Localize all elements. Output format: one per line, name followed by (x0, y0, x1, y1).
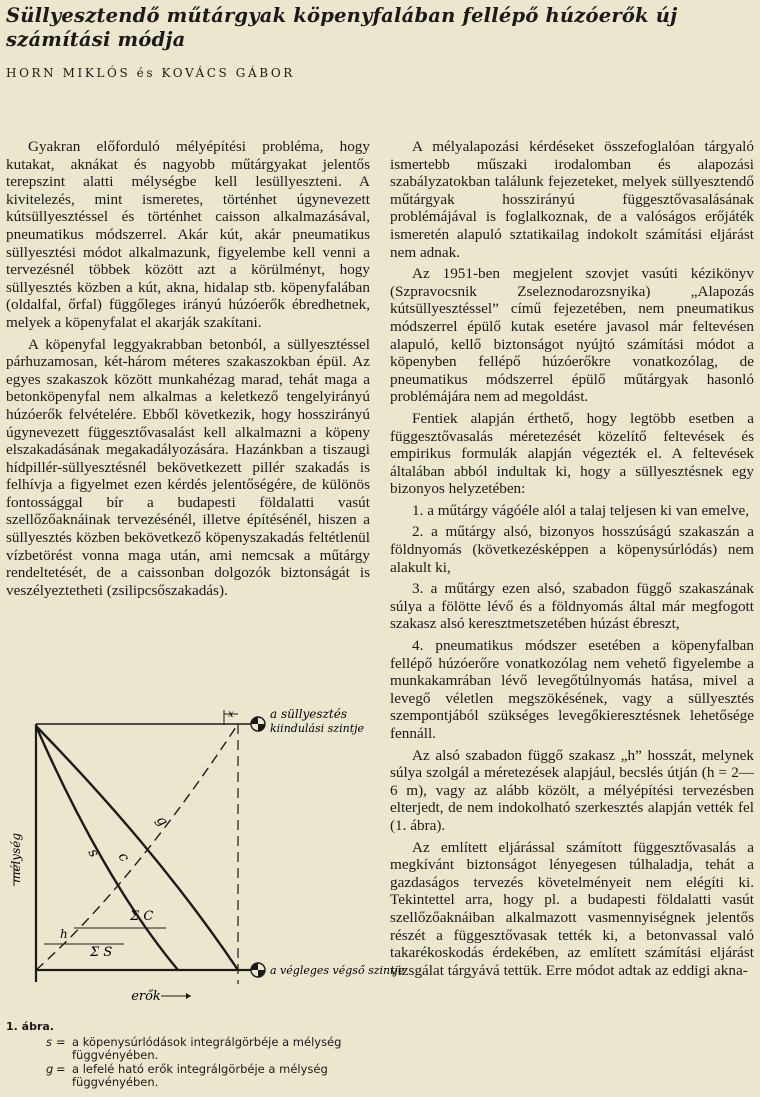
article-title: Süllyesztendő műtárgyak köpenyfalában fellépő húzóerők új számítási módja (6, 4, 678, 51)
legend-text: a lefelé ható erők integrálgörbéje a mélység függvényében. (72, 1061, 328, 1089)
right-column (390, 138, 754, 983)
top-level-label: a süllyesztés (270, 707, 347, 721)
x-arrow-head (186, 993, 191, 999)
left-column (6, 138, 370, 603)
figure-label: 1. ábra. (6, 1020, 54, 1033)
figure-1 (6, 707, 405, 1020)
paragraph: Gyakran előforduló mélyépítési probléma, hogy kutakat, aknákat és nagyobb műtárgyakat jelentős terepszint alatti mélységbe kell lesüllyeszteni. A kivitelezés, mint ismeretes, történhet úgynevezett kútsüllyesztéssel és történhet caisson alkalmazásával, pneumatikus módszerrel. Akár kút, akár pneumatikus süllyesztési módot alkalmazunk, figyelembe kell venni a tervezésnél többek között azt a körülményt, hogy süllyesztés közben a kút, akna, hidalap stb. köpenyfalában (oldalfal, őrfal) függőleges irányú húzóerők ébredhetnek, melyek a köpenyfalat el akarják szakítani. (6, 138, 370, 331)
list-item: 2. a műtárgy alsó, bizonyos hosszúságú szakaszán a földnyomás (következésképpen a köpenysúrlódás) nem alakult ki, (390, 523, 754, 576)
paragraph: Fentiek alapján érthető, hogy legtöbb esetben a függesztővasalás méretezését közelítő feltevések és empirikus formulák alapján végezték el. A feltevések általában abból indultak ki, hogy a süllyesztésnek egy bizonyos helyzetében: (390, 409, 754, 498)
x-axis-label: erők (131, 989, 161, 1004)
paragraph: Az alsó szabadon függő szakasz „h” hosszát, melynek súlya szolgál a méretezések alapjául, becslés útján (h = 2—6 m), vagy az alább közölt, a mélyépítési tervezésben elterjedt, de nem indokolható szerkesztés alapján vették fel (1. ábra). (390, 746, 754, 834)
legend-text: a köpenysúrlódások integrálgörbéje a mélység függvényében. (72, 1034, 342, 1062)
bottom-level-label: a végleges végső szintje (270, 964, 405, 977)
figure-diagram (6, 707, 405, 1020)
article-authors: HORN MIKLÓS és KOVÁCS GÁBOR (6, 66, 295, 80)
list-item: 3. a műtárgy ezen alsó, szabadon függő szakaszának súlya a fölötte lévő és a földnyomás által már megfogott szakasz alsó keresztmetszetében húzást ébreszt, (390, 580, 754, 633)
paragraph: A mélyalapozási kérdéseket összefoglalóan tárgyaló ismertebb műszaki irodalomban és alapozási szabályzatokban találunk fejezeteket, melyek süllyesztendő műtárgyak hosszirányú függesztővasalásának problémájával is foglalkoznak, de a valóságos erőjáték ismeretén alapuló sztatikailag indokolt számítási eljárást nem adnak. (390, 138, 754, 261)
sum-c-label: Σ C (130, 909, 154, 924)
curve-c-label: c (114, 849, 133, 865)
paragraph: Az említett eljárással számított függesztővasalás a megkívánt biztonságot lényegesen túlhaladja, tehát a gazdaságos tervezés követelményeit nem elégíti ki. Tekintettel arra, hogy pl. a budapesti földalatti vasút szellőzőaknáiban alkalmazott vasmennyiségnek jelentős részét a függesztővasak tették ki, a betonvassal való takarékoskodás érdekében, az említett számítási eljárást vizsgálat tárgyává tettük. Erre módot adtak az eddigi akna- (390, 838, 754, 979)
curve-g-label: g (152, 812, 171, 830)
curve-s-label: s (84, 846, 102, 861)
dimension-h-label: h (60, 927, 68, 941)
legend-symbol: g (46, 1061, 54, 1076)
y-axis-label: mélység (9, 832, 23, 884)
legend-entry (6, 1063, 376, 1090)
dimension-x-label: x (228, 709, 234, 720)
sum-s-label: Σ S (90, 945, 113, 960)
paragraph: A köpenyfal leggyakrabban betonból, a süllyesztéssel párhuzamosan, két-három méteres szakaszokban épül. Az egyes szakaszok között munkahézag marad, tehát maga a betonköpenyfal nem alkalmas a keletkező tengelyirányú húzóerők felvételére. Ebből következik, hogy hosszirányú úgynevezett függesztővasalást kell alkalmazni a köpeny elszakadásának megakadályozására. Hazánkban a tiszaugi hídpillér-süllyesztésnél bekövetkezett pillér szakadás is felhívja a figyelmet ezen kérdés jelentőségére, de különös fontossággal bír a budapesti földalatti vasút szellőzőaknáinak tervezésénél, illetve építésénél, hiszen a süllyesztés közben bekövetkező köpenyszakadás feltétlenül vízbetörést vonna maga után, ami nemcsak a műtárgy rendeltetését, de a caissonban dolgozók biztonságát is veszélyeztetheti (zsilipcsőszakadás). (6, 335, 370, 599)
curve-s (36, 726, 178, 970)
legend-equals: = (56, 1061, 66, 1076)
top-level-label-2: kiindulási szintje (270, 722, 365, 735)
list-item: 4. pneumatikus módszer esetében a köpenyfalban fellépő húzóerőre vonatkozólag nem vehető figyelembe a munkakamrában lévő levegőtúlnyomás hatása, mivel a levegő véletlen megszökésének, vagy a süllyesztés szempontjából szükséges levegőkieresztésnek lehetősége fennáll. (390, 637, 754, 742)
paragraph: Az 1951-ben megjelent szovjet vasúti kézikönyv (Szpravocsnik Zseleznodarozsnyika) „Alapozás kútsüllyesztéssel” című fejezetében, nem pneumatikus módszerrel épülő kutak esetére javasol már feltevésen alapuló, kellő biztonságot nyújtó számítási módot a köpenyben fellépő húzóerőkre vonatkozólag, de pneumatikus módszerrel épülő műtárgyak hasonló problémájára nem ad megoldást. (390, 265, 754, 406)
legend-symbol: s (46, 1034, 52, 1049)
legend-entry (6, 1036, 376, 1063)
figure-caption (6, 1020, 376, 1090)
list-item: 1. a műtárgy vágóéle alól a talaj teljesen ki van emelve, (412, 501, 750, 519)
legend-equals: = (56, 1034, 66, 1049)
